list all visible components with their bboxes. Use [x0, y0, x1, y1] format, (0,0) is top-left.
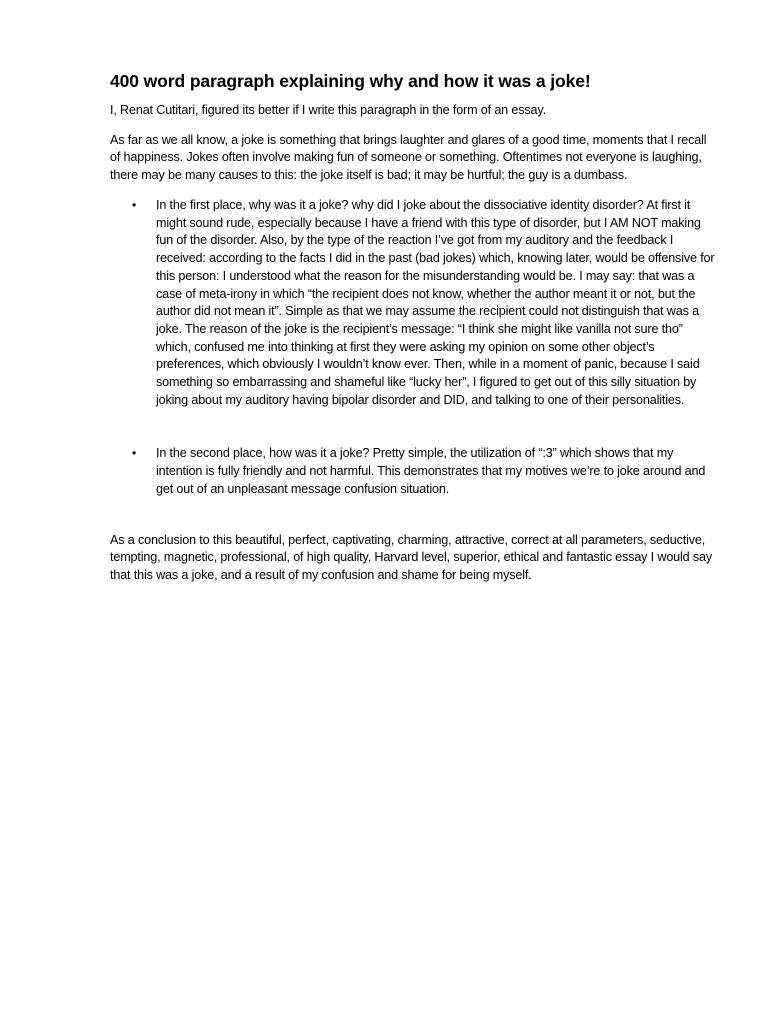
body-paragraph-1: As far as we all know, a joke is something that brings laughter and glares of a good time, moments that I recall of happiness. Jokes often involve making fun of someone or something. Oftentimes not everyone is laughing, there may be many causes to this: the joke itself is bad; it may be hurtful; the guy is a dumbass. — [110, 132, 707, 182]
bullet-dot-icon: • — [132, 198, 137, 212]
document-title: 400 word paragraph explaining why and how it was a joke! — [110, 71, 591, 91]
bullet-text-1: In the first place, why was it a joke? why did I joke about the dissociative identity disorder? At first it might sound rude, especially because I have a friend with this type of disorder, but I AM NOT making fun of the disorder. Also, by the type of the reaction I’ve got from my auditory and the feedback I received: according to the facts I did in the past (bad jokes) which, knowing later, would be offensive for this person: I understood what the reason for the misunderstanding would be. I may say: that was a case of meta-irony in which “the recipient does not know, whether the author meant it or not, but the author did not mean it”. Simple as that we may assume the recipient could not distinguish that was a joke. The reason of the joke is the recipient’s message: “I think she might like vanilla not sure tho” which, confused me into thinking at first they were asking my opinion on some other object’s preferences, which obviously I wouldn’t know ever. Then, while in a moment of panic, because I said something so embarrassing and shameful like “lucky her”, I figured to get out of this silly situation by joking about my auditory having bipolar disorder and DID, and talking to one of their personalities. — [156, 198, 715, 407]
bullet-text-2: In the second place, how was it a joke? Pretty simple, the utilization of “:3” which shows that my intention is fully friendly and not harmful. This demonstrates that my motives we’re to joke around and get out of an unpleasant message confusion situation. — [156, 446, 706, 496]
bullet-list — [110, 197, 715, 499]
document-page — [110, 68, 715, 596]
bullet-item-2 — [110, 445, 715, 498]
intro-paragraph: I, Renat Cutitari, figured its better if I write this paragraph in the form of an essay. — [110, 103, 546, 117]
bullet-dot-icon: • — [132, 446, 137, 461]
bullet-item-1 — [110, 197, 715, 409]
conclusion-paragraph: As a conclusion to this beautiful, perfect, captivating, charming, attractive, correct at all parameters, seductive, tempting, magnetic, professional, of high quality, Harvard level, superior, ethical and fantastic essay I would say that this was a joke, and a result of my confusion and shame for being myself. — [110, 532, 713, 582]
